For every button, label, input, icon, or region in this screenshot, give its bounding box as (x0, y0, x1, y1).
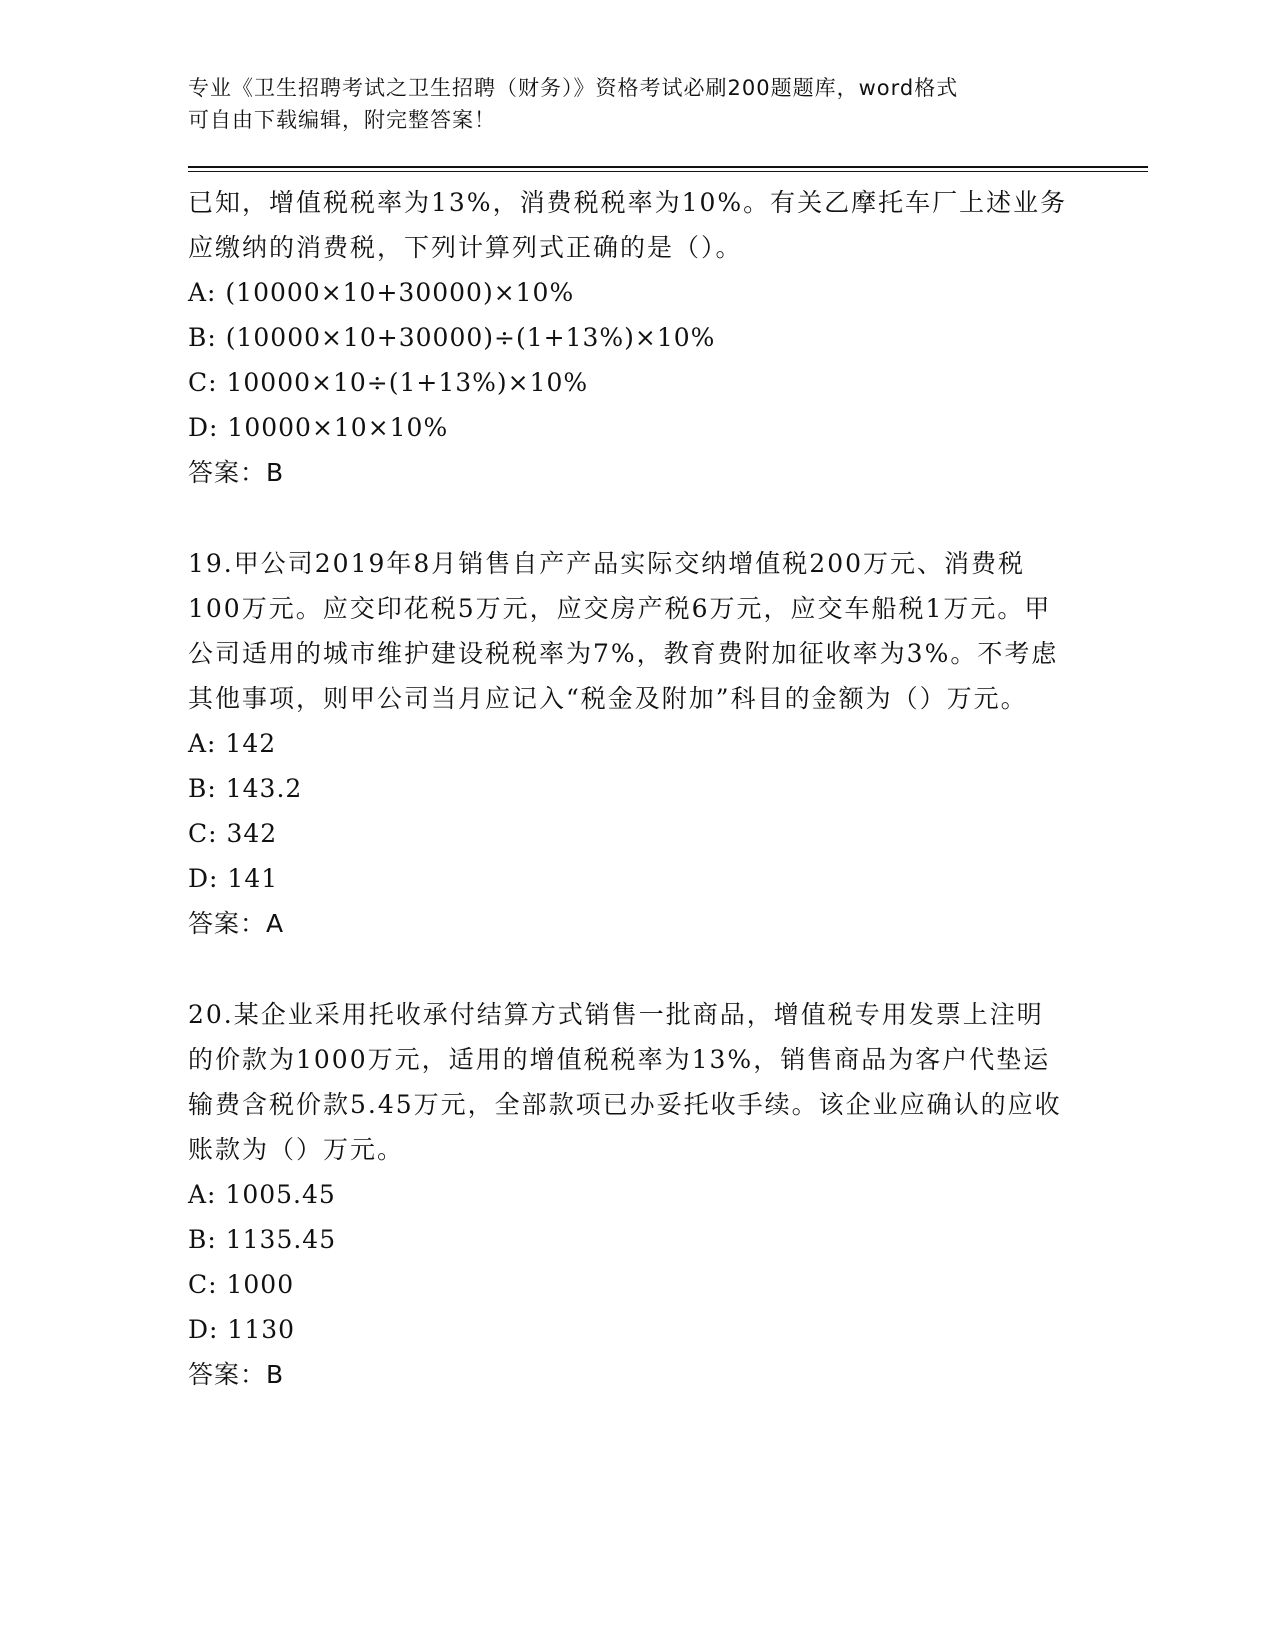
document-header (188, 72, 1058, 136)
option-b: B: 143.2 (188, 774, 303, 803)
option-c: C: 342 (188, 819, 278, 848)
option-a: A: 142 (188, 729, 277, 758)
header-title-line-2: 可自由下载编辑，附完整答案！ (188, 108, 496, 132)
question-stem: 已知，增值税税率为13%，消费税税率为10%。有关乙摩托车厂上述业务应缴纳的消费税，下列计算列式正确的是（）。 (188, 188, 1068, 262)
question-stem: 20.某企业采用托收承付结算方式销售一批商品，增值税专用发票上注明的价款为1000万元，适用的增值税税率为13%，销售商品为客户代垫运输费含税价款5.45万元，全部款项已办妥托收手续。该企业应确认的应收账款为（）万元。 (188, 1000, 1062, 1164)
option-d: D: 1130 (188, 1315, 296, 1344)
option-d: D: 141 (188, 864, 279, 893)
document-page (188, 72, 1148, 1397)
header-title-line-1: 专业《卫生招聘考试之卫生招聘（财务）》资格考试必刷200题题库，word格式 (188, 76, 959, 100)
option-d: D: 10000×10×10% (188, 413, 449, 442)
option-b: B: 1135.45 (188, 1225, 337, 1254)
header-divider (188, 166, 1148, 172)
option-c: C: 1000 (188, 1270, 295, 1299)
answer-line: 答案：B (188, 1360, 285, 1389)
question-block (188, 541, 1148, 946)
answer-line: 答案：A (188, 909, 285, 938)
option-a: A: 1005.45 (188, 1180, 336, 1209)
question-stem: 19.甲公司2019年8月销售自产产品实际交纳增值税200万元、消费税100万元。应交印花税5万元，应交房产税6万元，应交车船税1万元。甲公司适用的城市维护建设税税率为7%，教育费附加征收率为3%。不考虑其他事项，则甲公司当月应记入“税金及附加”科目的金额为（）万元。 (188, 549, 1059, 713)
option-b: B: (10000×10+30000)÷(1+13%)×10% (188, 323, 716, 352)
option-c: C: 10000×10÷(1+13%)×10% (188, 368, 589, 397)
question-block (188, 992, 1148, 1397)
option-a: A: (10000×10+30000)×10% (188, 278, 575, 307)
question-block (188, 180, 1148, 495)
answer-line: 答案：B (188, 458, 285, 487)
